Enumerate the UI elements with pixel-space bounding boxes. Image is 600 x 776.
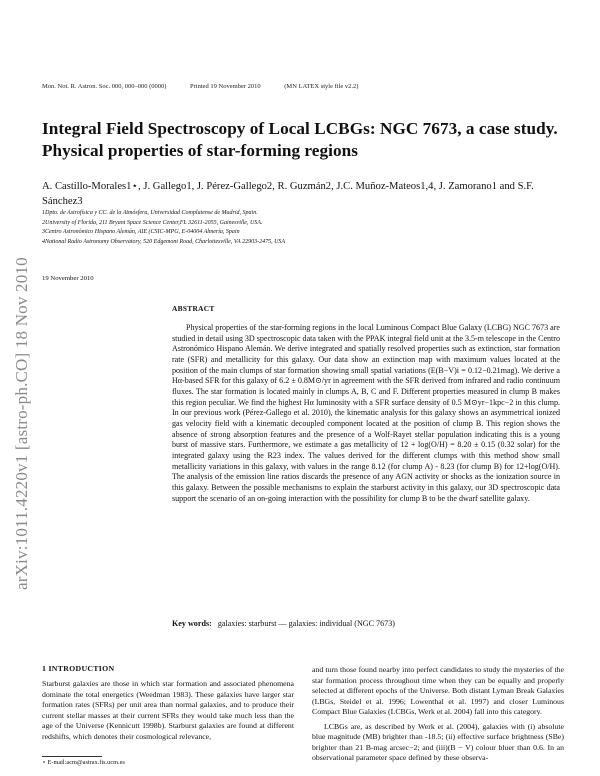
affiliation-1: 1Dpto. de Astrofísica y CC. de la Atmósfera, Universidad Complutense de Madrid, Spain.	[42, 210, 258, 216]
received-date: 19 November 2010	[42, 275, 94, 282]
affiliation-3: 3Centro Astronómico Hispano Alemán, AIE (CSIC-MPG, E-04004 Almería, Spain	[42, 229, 240, 236]
affiliations	[42, 209, 562, 248]
intro-column-right	[312, 665, 564, 764]
abstract-heading: ABSTRACT	[172, 304, 215, 313]
running-header	[42, 83, 380, 90]
affiliation-2: 2University of Florida, 211 Bryant Space Science Center,FL 32611-2055, Gainesville, USA.	[42, 219, 263, 226]
footnote-email: ⋆ E-mail:acm@astrax.fis.ucm.es	[42, 759, 125, 766]
keywords-label: Key words:	[172, 619, 212, 628]
author-list: A. Castillo-Morales1⋆, J. Gallego1, J. Pérez-Gallego2, R. Guzmán2, J.C. Muñoz-Mateos1,4, J. Zamorano1 and S.F. Sánchez3	[42, 181, 534, 207]
arxiv-stamp: arXiv:1011.4220v1 [astro-ph.CO] 18 Nov 2010	[12, 257, 31, 590]
affiliation-4: 4National Radio Astronomy Observatory, 520 Edgemont Road, Charlottesville, VA 22903-2475, USA	[42, 239, 286, 246]
abstract-text: Physical properties of the star-forming regions in the local Luminous Compact Blue Galaxy (LCBG) NGC 7673 are studied in detail using 3D spectroscopic data taken with the PPAK integral field unit at the 3.5-m telescope in the Centro Astronómico Hispano Alemán. We derive integrated and spatially resolved properties such as extinction, star formation rate (SFR) and metallicity for this galaxy. Our data show an extinction map with maximum values located at the position of the main clumps of star formation showing small spatial variations (E(B−V)i = 0.12−0.21mag). We derive a Hα-based SFR for this galaxy of 6.2 ± 0.8M⊙/yr in agreement with the SFR derived from infrared and radio continuum fluxes. The star formation is located mainly in clumps A, B, C and F. Different properties measured in clump B makes this region peculiar. We find the highest Hα luminosity with a SFR surface density of 0.5 M⊙yr−1kpc−2 in this clump. In our previous work (Pérez-Gallego et al. 2010), the kinematic analysis for this galaxy shows an asymmetrical ionized gas velocity field with a kinematic decoupled component located at the position of clump B. This region shows the absence of strong absorption features and the presence of a Wolf-Rayet stellar population indicating this is a young burst of massive stars. Furthermore, we estimate a gas metallicity of 12 + log(O/H) = 8.20 ± 0.15 (0.32 solar) for the integrated galaxy using the R23 index. The values derived for the different clumps with this method show small metallicity variations in this galaxy, with values in the range 8.12 (for clump A) - 8.23 (for clump B) for 12+log(O/H). The analysis of the emission line ratios discards the presence of any AGN activity or shocks as the ionization source in this galaxy. Between the possible mechanisms to explain the starburst activity in this galaxy, our 3D spectroscopic data support the scenario of an on-going interaction with the possibility for clump B to be the dwarf satellite galaxy.	[172, 323, 560, 503]
paper-title: Integral Field Spectroscopy of Local LCBGs: NGC 7673, a case study. Physical properties of star-forming regions	[42, 119, 558, 160]
intro-column-left: Starburst galaxies are those in which star formation and associated phenomena dominate the total energetics (Weedman 1983). These galaxies have larger star formation rates (SFRs) per unit area than normal galaxies, and to produce their current stellar masses at their current SFRs they would take much less than the age of the Universe (Kennicutt 1998b). Starburst galaxies are found at different redshifts, which denotes their cosmological relevance,	[42, 679, 294, 741]
keywords-text: galaxies: starburst — galaxies: individual (NGC 7673)	[217, 619, 395, 628]
style-file: (MN LATEX style file v2.2)	[284, 83, 359, 90]
keywords	[172, 619, 562, 628]
printed-date: Printed 19 November 2010	[190, 83, 261, 90]
intro-paragraph-2: LCBGs are, as described by Werk et al. (2004), galaxies with (i) absolute blue magnitude (MB) brighter than -18.5; (ii) effective surface brightness (SBe) brighter than 21 B-mag arcsec−2; and (iii)(B − V) colour bluer than 0.6. In an observational parameter space defined by these observa-	[312, 721, 564, 763]
footnote-divider	[42, 756, 102, 757]
journal-reference: Mon. Not. R. Astron. Soc. 000, 000–000 (0000)	[42, 83, 167, 90]
intro-paragraph-1: and turn those found nearby into perfect candidates to study the mysteries of the star formation process throughout time when they can be equally and properly selected at different epochs of the Universe. Both distant Lyman Break Galaxies (LBGs, Steidel et al. 1996; Lowenthal et al. 1997) and closer Luminous Compact Blue Galaxies (LCBGs, Werk et al. 2004) fall into this category.	[312, 665, 564, 717]
section-heading-introduction: 1 INTRODUCTION	[42, 664, 115, 673]
